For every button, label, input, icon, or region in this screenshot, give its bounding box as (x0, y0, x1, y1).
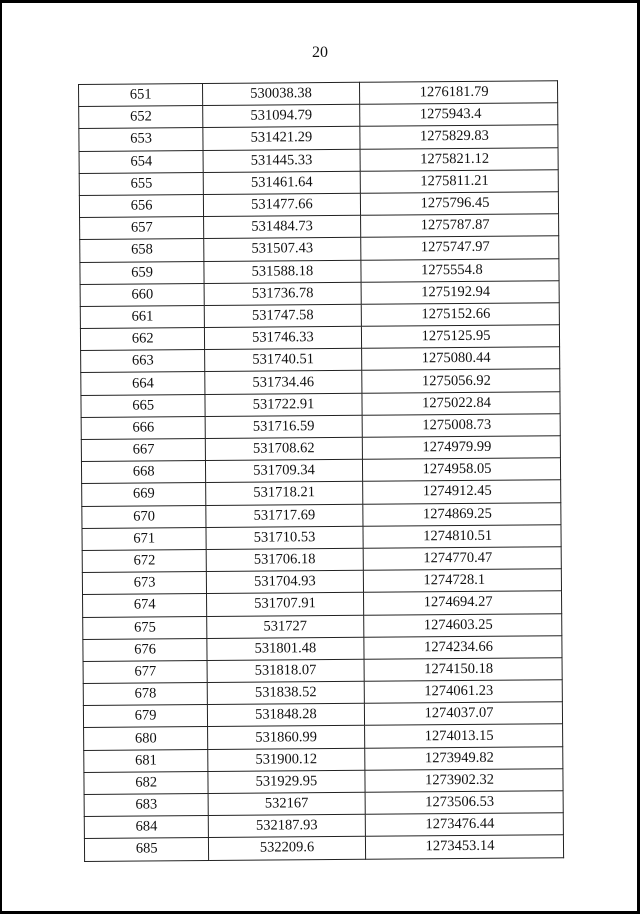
point-number-cell: 670 (82, 505, 207, 528)
table-row (79, 81, 558, 107)
point-number-cell: 677 (83, 660, 208, 683)
point-number-cell: 676 (83, 638, 208, 661)
x-coordinate-cell: 531722.91 (205, 393, 361, 416)
x-coordinate-cell: 532209.6 (209, 837, 365, 860)
y-coordinate-cell: 1274061.23 (364, 680, 563, 704)
coordinates-table-body (79, 81, 564, 861)
table-row (80, 236, 559, 262)
point-number-cell: 682 (84, 771, 209, 794)
y-coordinate-cell: 1274037.07 (364, 702, 563, 726)
point-number-cell: 672 (82, 549, 207, 572)
table-row (80, 325, 559, 351)
point-number-cell: 673 (82, 572, 207, 595)
point-number-cell: 655 (79, 172, 204, 195)
x-coordinate-cell: 531421.29 (203, 127, 359, 150)
table-row (83, 702, 562, 728)
table-row (80, 303, 559, 329)
point-number-cell: 652 (79, 106, 204, 129)
table-row (82, 547, 561, 573)
table-row (83, 613, 562, 639)
x-coordinate-cell: 531734.46 (205, 371, 361, 394)
page-border-left (0, 0, 2, 914)
table-row (79, 125, 558, 151)
page-border-top (0, 0, 640, 3)
point-number-cell: 653 (79, 128, 204, 151)
point-number-cell: 669 (82, 483, 207, 506)
table-row (79, 169, 558, 195)
table-row (84, 791, 563, 817)
y-coordinate-cell: 1275192.94 (361, 280, 560, 304)
x-coordinate-cell: 530038.38 (203, 82, 359, 105)
x-coordinate-cell: 531838.52 (208, 681, 364, 704)
x-coordinate-cell: 532187.93 (209, 814, 365, 837)
page-number: 20 (312, 44, 328, 61)
y-coordinate-cell: 1274603.25 (363, 613, 562, 637)
point-number-cell: 675 (83, 616, 208, 639)
y-coordinate-cell: 1275747.97 (360, 236, 559, 260)
table-row (80, 214, 559, 240)
x-coordinate-cell: 531094.79 (203, 104, 359, 127)
table-row (84, 813, 563, 839)
x-coordinate-cell: 531484.73 (204, 215, 360, 238)
table-row (82, 524, 561, 550)
x-coordinate-cell: 531706.18 (207, 548, 363, 571)
y-coordinate-cell: 1275554.8 (360, 258, 559, 282)
x-coordinate-cell: 531727 (207, 615, 363, 638)
y-coordinate-cell: 1275829.83 (359, 125, 558, 149)
y-coordinate-cell: 1275125.95 (361, 325, 560, 349)
y-coordinate-cell: 1275821.12 (360, 147, 559, 171)
point-number-cell: 667 (81, 439, 206, 462)
y-coordinate-cell: 1274728.1 (363, 569, 562, 593)
x-coordinate-cell: 531900.12 (208, 748, 364, 771)
y-coordinate-cell: 1273453.14 (365, 835, 564, 859)
point-number-cell: 654 (79, 150, 204, 173)
x-coordinate-cell: 531860.99 (208, 726, 364, 749)
y-coordinate-cell: 1275787.87 (360, 214, 559, 238)
x-coordinate-cell: 531477.66 (204, 193, 360, 216)
point-number-cell: 663 (81, 350, 206, 373)
point-number-cell: 671 (82, 527, 207, 550)
y-coordinate-cell: 1275943.4 (359, 103, 558, 127)
table-row (81, 369, 560, 395)
y-coordinate-cell: 1274234.66 (363, 635, 562, 659)
table-row (81, 458, 560, 484)
point-number-cell: 662 (80, 328, 205, 351)
table-row (79, 147, 558, 173)
point-number-cell: 659 (80, 261, 205, 284)
x-coordinate-cell: 531716.59 (205, 415, 361, 438)
table-row (83, 635, 562, 661)
point-number-cell: 660 (80, 283, 205, 306)
y-coordinate-cell: 1275811.21 (360, 169, 559, 193)
point-number-cell: 680 (84, 727, 209, 750)
y-coordinate-cell: 1275080.44 (361, 347, 560, 371)
y-coordinate-cell: 1274013.15 (364, 724, 563, 748)
point-number-cell: 678 (83, 683, 208, 706)
x-coordinate-cell: 531747.58 (205, 304, 361, 327)
x-coordinate-cell: 531736.78 (204, 282, 360, 305)
point-number-cell: 666 (81, 416, 206, 439)
x-coordinate-cell: 531848.28 (208, 704, 364, 727)
y-coordinate-cell: 1274694.27 (363, 591, 562, 615)
y-coordinate-cell: 1274770.47 (363, 547, 562, 571)
y-coordinate-cell: 1274958.05 (362, 458, 561, 482)
y-coordinate-cell: 1275152.66 (361, 303, 560, 327)
point-number-cell: 668 (81, 461, 206, 484)
x-coordinate-cell: 531461.64 (204, 171, 360, 194)
table-row (82, 502, 561, 528)
y-coordinate-cell: 1276181.79 (359, 81, 558, 105)
y-coordinate-cell: 1273476.44 (365, 813, 564, 837)
table-row (84, 746, 563, 772)
y-coordinate-cell: 1274869.25 (362, 502, 561, 526)
y-coordinate-cell: 1273949.82 (364, 746, 563, 770)
x-coordinate-cell: 531588.18 (204, 260, 360, 283)
y-coordinate-cell: 1275056.92 (361, 369, 560, 393)
table-row (84, 769, 563, 795)
point-number-cell: 656 (79, 194, 204, 217)
point-number-cell: 661 (80, 305, 205, 328)
table-row (81, 347, 560, 373)
y-coordinate-cell: 1273506.53 (365, 791, 564, 815)
point-number-cell: 664 (81, 372, 206, 395)
x-coordinate-cell: 531709.34 (206, 459, 362, 482)
point-number-cell: 674 (83, 594, 208, 617)
point-number-cell: 679 (83, 705, 208, 728)
x-coordinate-cell: 531801.48 (207, 637, 363, 660)
y-coordinate-cell: 1274150.18 (364, 658, 563, 682)
x-coordinate-cell: 531507.43 (204, 238, 360, 261)
y-coordinate-cell: 1275008.73 (362, 414, 561, 438)
table-row (84, 724, 563, 750)
y-coordinate-cell: 1274810.51 (363, 524, 562, 548)
x-coordinate-cell: 531707.91 (207, 593, 363, 616)
x-coordinate-cell: 532167 (208, 792, 364, 815)
coordinates-table (78, 80, 564, 861)
x-coordinate-cell: 531818.07 (207, 659, 363, 682)
point-number-cell: 681 (84, 749, 209, 772)
table-row (81, 436, 560, 462)
table-row (83, 680, 562, 706)
y-coordinate-cell: 1274979.99 (362, 436, 561, 460)
x-coordinate-cell: 531718.21 (206, 482, 362, 505)
x-coordinate-cell: 531708.62 (206, 437, 362, 460)
x-coordinate-cell: 531445.33 (203, 149, 359, 172)
table-row (82, 480, 561, 506)
table-row (84, 835, 563, 861)
x-coordinate-cell: 531929.95 (208, 770, 364, 793)
table-row (81, 414, 560, 440)
y-coordinate-cell: 1275796.45 (360, 192, 559, 216)
table-row (80, 280, 559, 306)
point-number-cell: 683 (84, 793, 209, 816)
x-coordinate-cell: 531740.51 (205, 349, 361, 372)
point-number-cell: 651 (79, 84, 204, 107)
point-number-cell: 657 (80, 217, 205, 240)
y-coordinate-cell: 1274912.45 (362, 480, 561, 504)
table-row (81, 391, 560, 417)
x-coordinate-cell: 531717.69 (206, 504, 362, 527)
point-number-cell: 684 (84, 816, 209, 839)
point-number-cell: 658 (80, 239, 205, 262)
x-coordinate-cell: 531704.93 (207, 570, 363, 593)
point-number-cell: 685 (84, 838, 209, 861)
table-row (83, 591, 562, 617)
point-number-cell: 665 (81, 394, 206, 417)
x-coordinate-cell: 531746.33 (205, 326, 361, 349)
y-coordinate-cell: 1275022.84 (362, 391, 561, 415)
x-coordinate-cell: 531710.53 (206, 526, 362, 549)
y-coordinate-cell: 1273902.32 (365, 769, 564, 793)
table-row (83, 658, 562, 684)
table-row (79, 192, 558, 218)
